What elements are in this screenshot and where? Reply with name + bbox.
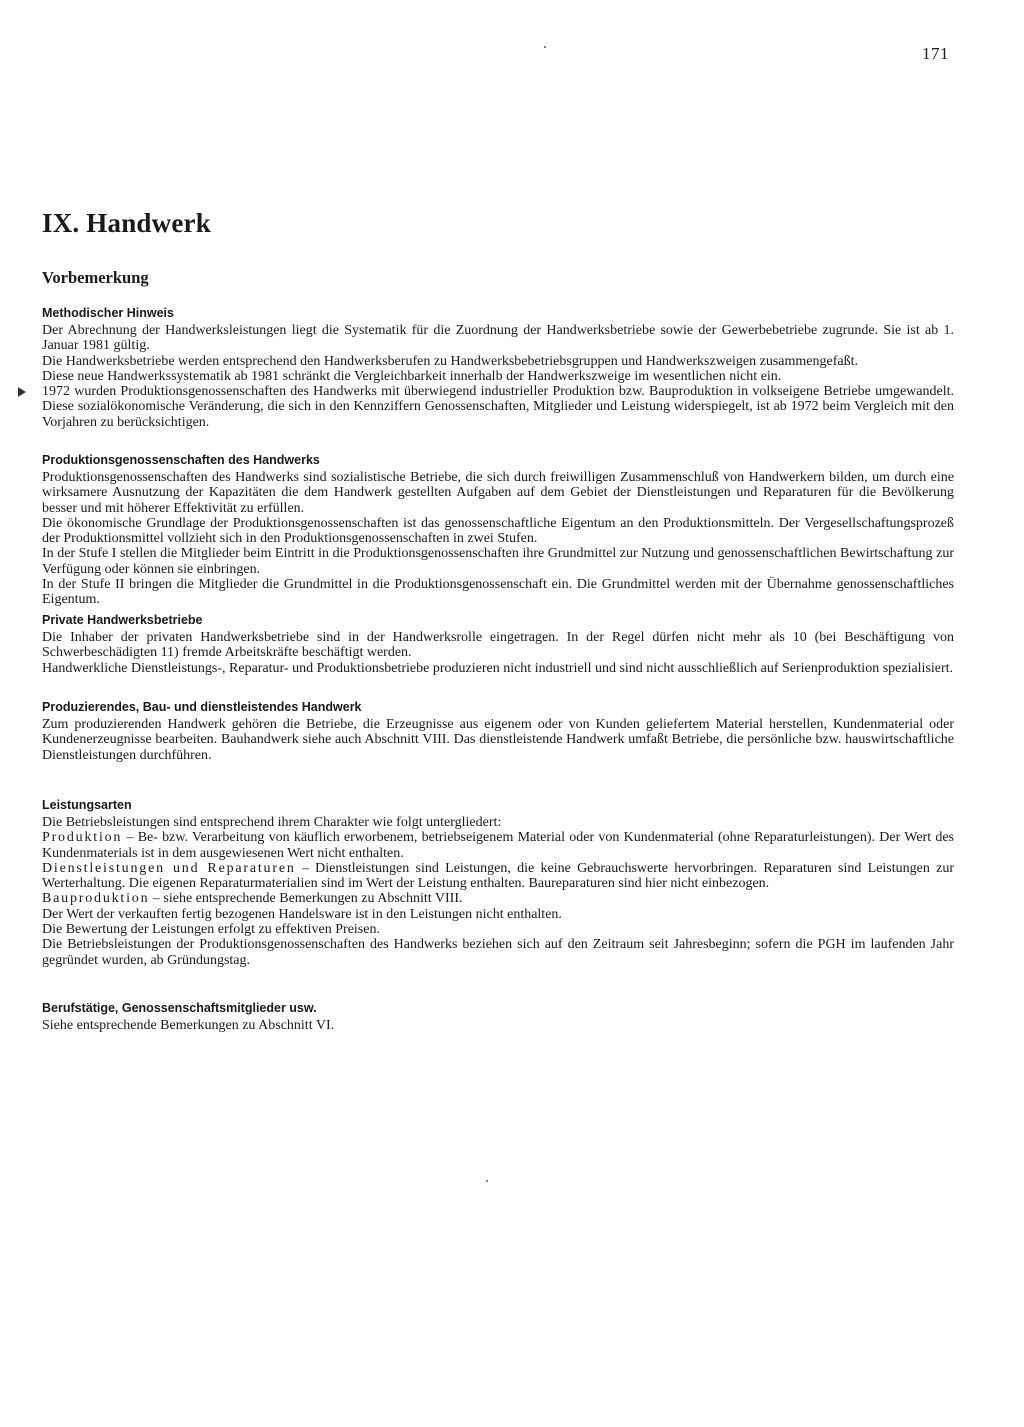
- scan-speck: [486, 1180, 488, 1182]
- paragraph: Zum produzierenden Handwerk gehören die Betriebe, die Erzeugnisse aus eigenem oder von Kunden geliefertem Material herstellen, Kundenmaterial oder Kundenerzeugnisse bearbeiten. Bauhandwerk siehe auch Abschnitt VIII. Das dienstleistende Handwerk umfaßt Betriebe, die persönliche bzw. hauswirtschaftliche Dienstleistungen durchführen.: [42, 717, 954, 763]
- section-produzierendes-handwerk: [42, 700, 954, 763]
- section-produktionsgenossenschaften: [42, 453, 954, 608]
- paragraph: Die Betriebsleistungen sind entsprechend ihrem Charakter wie folgt untergliedert:: [42, 815, 502, 830]
- section-heading: Produktionsgenossenschaften des Handwerks: [42, 453, 320, 467]
- paragraph: 1972 wurden Produktionsgenossenschaften des Handwerks mit überwiegend industrieller Produktion bzw. Bauproduktion in volkseigene Betriebe umgewandelt. Diese sozialökonomische Veränderung, die sich in den Kennziffern Genossenschaften, Mitglieder und Leistung widerspiegelt, ist ab 1972 beim Vergleich mit den Vorjahren zu berücksichtigen.: [42, 384, 954, 430]
- paragraph: In der Stufe I stellen die Mitglieder beim Eintritt in die Produktionsgenossenschaften ihre Grundmittel zur Nutzung und genossenschaftlichen Bewirtschaftung zur Verfügung oder können sie einbringen.: [42, 546, 954, 577]
- section-methodischer-hinweis: [42, 306, 954, 430]
- section-heading: Private Handwerksbetriebe: [42, 613, 203, 627]
- section-private-handwerksbetriebe: [42, 613, 954, 676]
- definition-text: – Dienstleistungen sind Leistungen, die keine Gebrauchswerte hervorbringen. Reparaturen sind Leistungen zur Werterhaltung. Die eigenen Reparaturmaterialien sind im Wert der Leistung enthalten. Baureparaturen sind hier nicht einbezogen.: [42, 860, 954, 892]
- paragraph: Die ökonomische Grundlage der Produktionsgenossenschaften ist das genossenschaftliche Eigentum an den Produktionsmitteln. Der Vergesellschaftungsprozeß der Produktionsmittel vollzieht sich in den Produktionsgenossenschaften in zwei Stufen.: [42, 515, 954, 547]
- paragraph: Die Bewertung der Leistungen erfolgt zu effektiven Preisen.: [42, 922, 380, 938]
- chapter-title: IX. Handwerk: [42, 208, 211, 238]
- definition-term: Bauproduktion: [42, 891, 150, 907]
- definition-item: [42, 830, 954, 861]
- paragraph: Siehe entsprechende Bemerkungen zu Abschnitt VI.: [42, 1018, 335, 1033]
- section-berufstaetige: [42, 1001, 954, 1033]
- paragraph: In der Stufe II bringen die Mitglieder die Grundmittel in die Produktionsgenossenschaft ein. Die Grundmittel werden mit der Übernahme genossenschaftliches Eigentum.: [42, 577, 954, 608]
- page-number: 171: [922, 44, 949, 63]
- definition-term: Produktion: [42, 830, 123, 846]
- section-leistungsarten: [42, 798, 954, 968]
- paragraph: Der Wert der verkauften fertig bezogenen Handelsware ist in den Leistungen nicht enthalten.: [42, 906, 562, 922]
- section-heading: Berufstätige, Genossenschaftsmitglieder usw.: [42, 1001, 317, 1015]
- margin-arrow-icon: [18, 387, 26, 397]
- section-heading: Methodischer Hinweis: [42, 306, 174, 320]
- section-title: Vorbemerkung: [42, 268, 149, 287]
- definition-term: Dienstleistungen und Reparaturen: [42, 860, 296, 876]
- definition-item: [42, 861, 954, 892]
- paragraph: Diese neue Handwerkssystematik ab 1981 schränkt die Vergleichbarkeit innerhalb der Handwerkszweige im wesentlichen nicht ein.: [42, 368, 782, 384]
- paragraph: Die Betriebsleistungen der Produktionsgenossenschaften des Handwerks beziehen sich auf den Zeitraum seit Jahresbeginn; sofern die PGH im laufenden Jahr gegründet wurden, ab Gründungstag.: [42, 937, 954, 968]
- paragraph: Produktionsgenossenschaften des Handwerks sind sozialistische Betriebe, die sich durch freiwilligen Zusammenschluß von Handwerkern bilden, um durch eine wirksamere Ausnutzung der Kapazitäten die dem Handwerk gestellten Aufgaben auf dem Gebiet der Dienstleistungen und Reparaturen für die Bevölkerung besser und mit höherer Effektivität zu erfüllen.: [42, 470, 954, 516]
- paragraph: Der Abrechnung der Handwerksleistungen liegt die Systematik für die Zuordnung der Handwerksbetriebe sowie der Gewerbebetriebe zugrunde. Sie ist ab 1. Januar 1981 gültig.: [42, 323, 954, 354]
- section-heading: Leistungsarten: [42, 798, 132, 812]
- definition-text: – siehe entsprechende Bemerkungen zu Abschnitt VIII.: [149, 891, 463, 907]
- paragraph: Handwerkliche Dienstleistungs-, Reparatur- und Produktionsbetriebe produzieren nicht industriell und sind nicht ausschließlich auf Serienproduktion spezialisiert.: [42, 660, 954, 676]
- paragraph: Die Inhaber der privaten Handwerksbetriebe sind in der Handwerksrolle eingetragen. In der Regel dürfen nicht mehr als 10 (bei Beschäftigung von Schwerbeschädigten 11) fremde Arbeitskräfte beschäftigt werden.: [42, 630, 954, 661]
- paragraph: Die Handwerksbetriebe werden entsprechend den Handwerksberufen zu Handwerksbebetriebsgruppen und Handwerkszweigen zusammengefaßt.: [42, 353, 858, 369]
- definition-text: – Be- bzw. Verarbeitung von käuflich erworbenem, betriebseigenem Material oder von Kundenmaterial (ohne Reparaturleistungen). Der Wert des Kundenmaterials ist in dem ausgewiesenen Wert nicht enthalten.: [42, 830, 954, 861]
- scan-speck: [544, 46, 546, 48]
- definition-item: [42, 891, 954, 906]
- section-heading: Produzierendes, Bau- und dienstleistendes Handwerk: [42, 700, 362, 714]
